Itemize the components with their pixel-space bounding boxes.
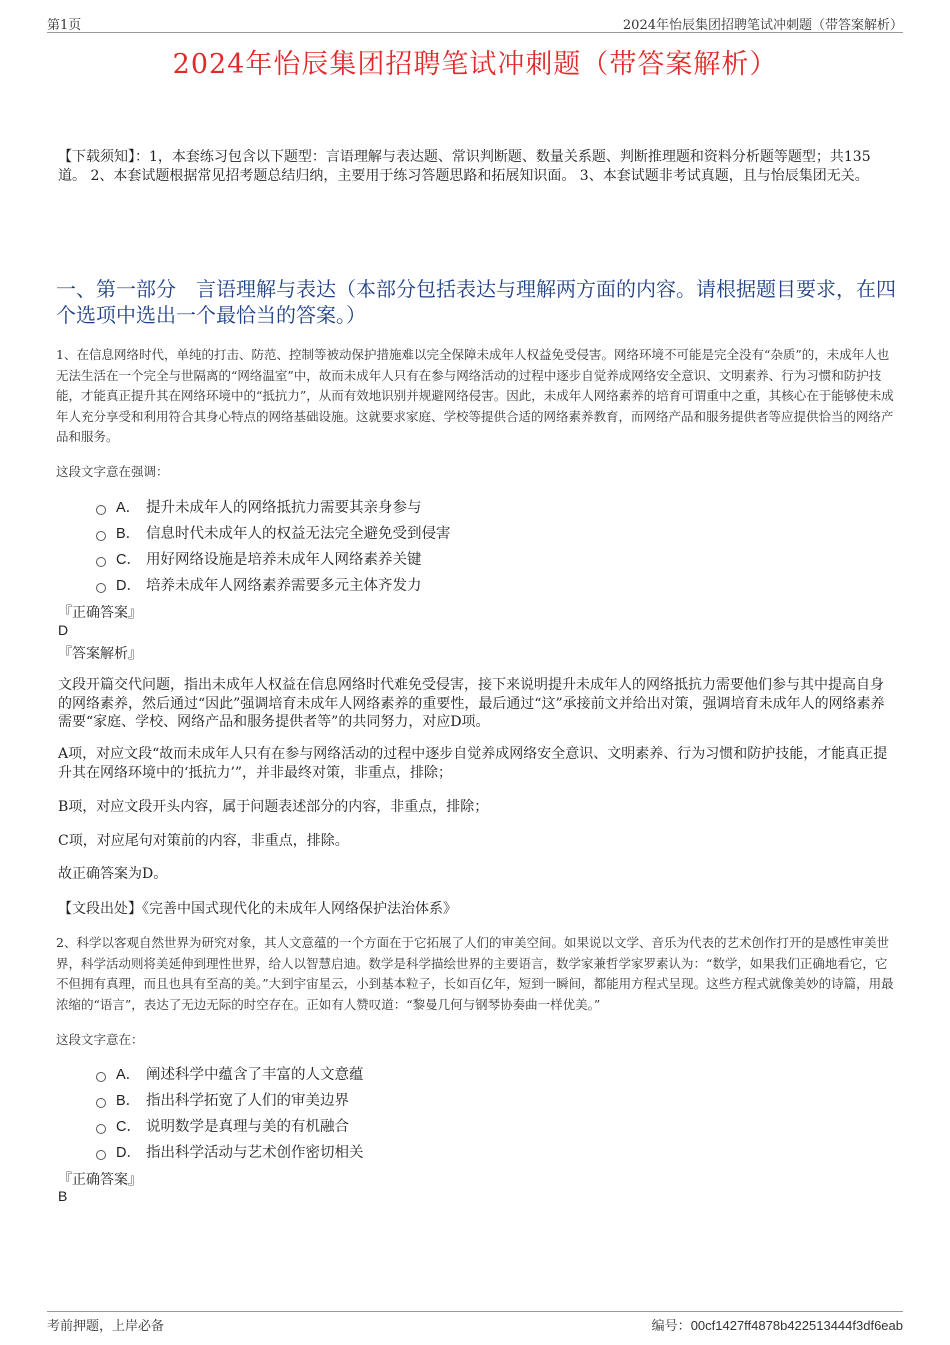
option-text: 指出科学拓宽了人们的审美边界 [146, 1093, 349, 1109]
footer-code [652, 1315, 903, 1334]
question-1-answer-label: 『正确答案』 [58, 605, 142, 621]
option-text: 指出科学活动与艺术创作密切相关 [146, 1145, 364, 1161]
option-text: 培养未成年人网络素养需要多元主体齐发力 [146, 578, 422, 594]
option-letter: A． [116, 1067, 141, 1083]
question-1-source: 【文段出处】《完善中国式现代化的未成年人网络保护法治体系》 [58, 901, 457, 917]
option-text: 用好网络设施是培养未成年人网络素养关键 [146, 552, 422, 568]
option-text: 说明数学是真理与美的有机融合 [146, 1119, 349, 1135]
radio-icon[interactable] [96, 1124, 106, 1134]
question-2-prompt: 这段文字意在： [56, 1032, 144, 1047]
question-2-answer: B [58, 1188, 68, 1204]
question-1-option-b[interactable] [96, 522, 451, 543]
option-letter: C． [116, 552, 141, 568]
question-2-option-d[interactable] [96, 1141, 364, 1162]
footer-slogan: 考前押题，上岸必备 [47, 1319, 165, 1334]
analysis-paragraph: B项，对应文段开头内容，属于问题表述部分的内容，非重点，排除； [58, 799, 489, 815]
question-1-analysis-label: 『答案解析』 [58, 646, 142, 662]
option-text: 阐述科学中蕴含了丰富的人文意蕴 [146, 1067, 364, 1083]
section-heading: 一、第一部分 言语理解与表达（本部分包括表达与理解两方面的内容。请根据题目要求，在四个选项中选出一个最恰当的答案。） [56, 277, 896, 327]
question-1-option-c[interactable] [96, 548, 422, 569]
page-title: 2024年怡辰集团招聘笔试冲刺题（带答案解析） [172, 49, 778, 80]
radio-icon[interactable] [96, 583, 106, 593]
header-divider [47, 32, 903, 33]
analysis-paragraph: 故正确答案为D。 [58, 866, 168, 882]
radio-icon[interactable] [96, 505, 106, 515]
question-1-text: 1、在信息网络时代，单纯的打击、防范、控制等被动保护措施难以完全保障未成年人权益免受侵害。网络环境不可能是完全没有“杂质”的，未成年人也无法生活在一个完全与世隔离的“网络温室”中，故而未成年人只有在参与网络活动的过程中逐步自觉养成网络安全意识、文明素养、行为习惯和防护技能，才能真正提升其在网络环境中的“抵抗力”，从而有效地识别并规避网络侵害。因此，未成年人网络素养的培育可谓重中之重，其核心在于能够使未成年人充分享受和利用符合其身心特点的网络基础设施。这就要求家庭、学校等提供合适的网络素养教育，而网络产品和服务提供者等应提供恰当的网络产品和服务。 [56, 347, 894, 445]
question-1-answer: D [58, 622, 69, 638]
option-letter: A． [116, 500, 141, 516]
download-notice: 【下载须知】：1，本套练习包含以下题型：言语理解与表达题、常识判断题、数量关系题、判断推理题和资料分析题等题型；共135道。 2、本套试题根据常见招考题总结归纳，主要用于练习答题思路和拓展知识面。 3、本套试题非考试真题，且与怡辰集团无关。 [58, 149, 871, 184]
option-text: 提升未成年人的网络抵抗力需要其亲身参与 [146, 500, 422, 516]
question-2-text: 2、科学以客观自然世界为研究对象，其人文意蕴的一个方面在于它拓展了人们的审美空间。如果说以文学、音乐为代表的艺术创作打开的是感性审美世界，科学活动则将美延伸到理性世界，给人以智慧启迪。数学是科学描绘世界的主要语言，数学家兼哲学家罗素认为：“数学，如果我们正确地看它，它不但拥有真理，而且也具有至高的美。”大到宇宙星云，小到基本粒子，长如百亿年，短到一瞬间，都能用方程式呈现。这些方程式就像美妙的诗篇，用最浓缩的“语言”，表达了无边无际的时空存在。正如有人赞叹道：“黎曼几何与钢琴协奏曲一样优美。” [56, 935, 894, 1012]
option-text: 信息时代未成年人的权益无法完全避免受到侵害 [146, 526, 451, 542]
question-2-option-a[interactable] [96, 1063, 364, 1084]
option-letter: B． [116, 1093, 141, 1109]
option-letter: D． [116, 1145, 141, 1161]
footer-code-value: 00cf1427ff4878b422513444f3df6eab [690, 1318, 903, 1333]
radio-icon[interactable] [96, 531, 106, 541]
question-2-answer-label: 『正确答案』 [58, 1172, 142, 1188]
question-1-option-a[interactable] [96, 496, 422, 517]
option-letter: D． [116, 578, 141, 594]
header-doc-title: 2024年怡辰集团招聘笔试冲刺题（带答案解析） [622, 18, 903, 33]
footer-code-label: 编号： [651, 1319, 691, 1334]
question-1-prompt: 这段文字意在强调： [56, 464, 169, 479]
question-1-option-d[interactable] [96, 574, 422, 595]
option-letter: B． [116, 526, 141, 542]
question-2-option-c[interactable] [96, 1115, 349, 1136]
radio-icon[interactable] [96, 557, 106, 567]
header-page-number: 第1页 [47, 18, 82, 33]
radio-icon[interactable] [96, 1072, 106, 1082]
analysis-paragraph: 文段开篇交代问题，指出未成年人权益在信息网络时代难免受侵害，接下来说明提升未成年人的网络抵抗力需要他们参与其中提高自身的网络素养，然后通过“因此”强调培育未成年人网络素养的重要性，最后通过“这”承接前文并给出对策，强调培育未成年人的网络素养需要“家庭、学校、网络产品和服务提供者等”的共同努力，对应D项。 [58, 677, 885, 730]
question-2-option-b[interactable] [96, 1089, 349, 1110]
analysis-paragraph: A项，对应文段“故而未成年人只有在参与网络活动的过程中逐步自觉养成网络安全意识、文明素养、行为习惯和防护技能，才能真正提升其在网络环境中的‘抵抗力’”，并非最终对策，非重点，排除； [58, 746, 888, 781]
radio-icon[interactable] [96, 1098, 106, 1108]
option-letter: C． [116, 1119, 141, 1135]
footer-divider [47, 1311, 903, 1312]
analysis-paragraph: C项，对应尾句对策前的内容，非重点，排除。 [58, 833, 349, 849]
radio-icon[interactable] [96, 1150, 106, 1160]
